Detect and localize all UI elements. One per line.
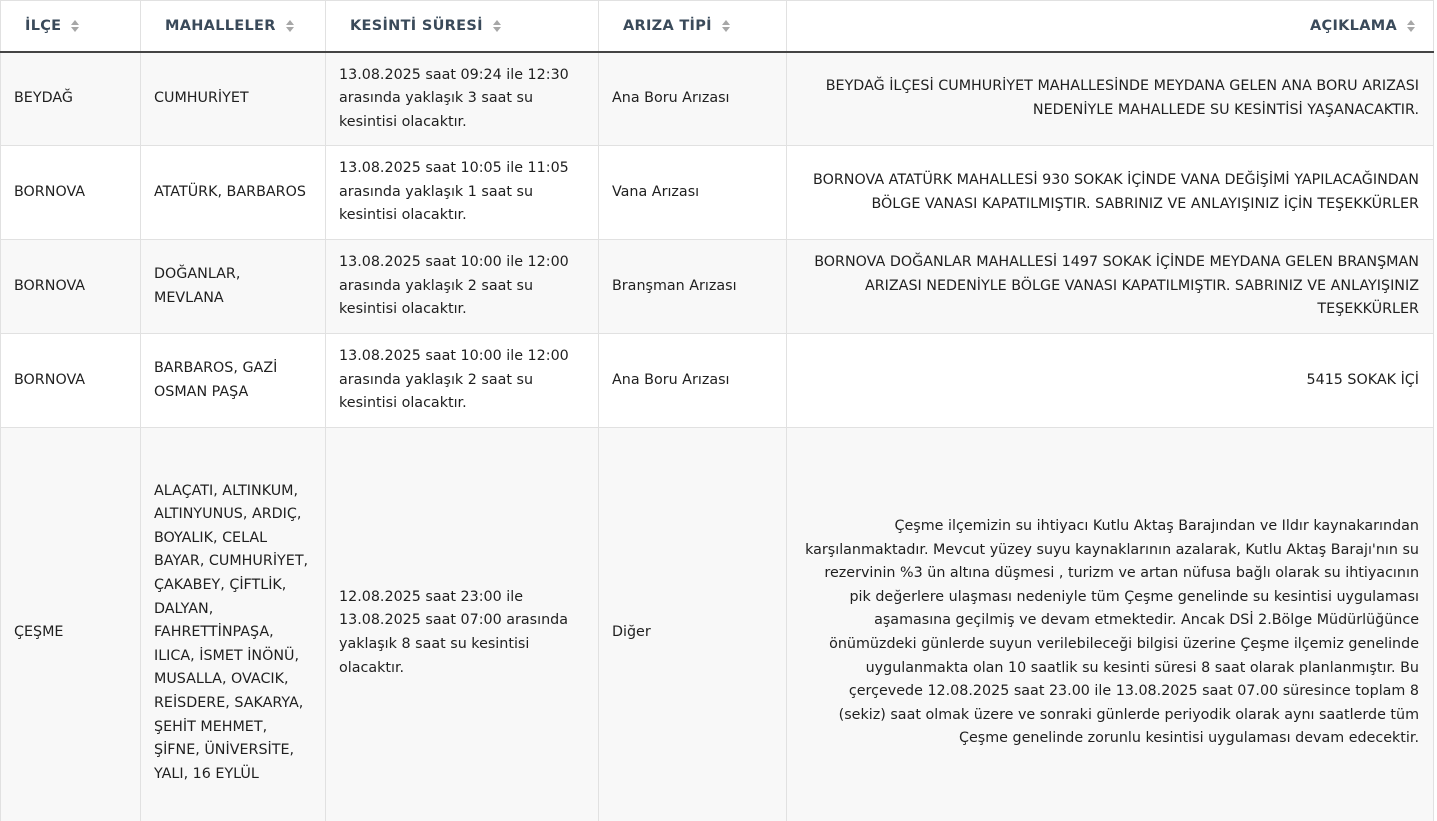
cell-mahalleler: DOĞANLAR, MEVLANA (141, 240, 326, 334)
cell-mahalleler: ATATÜRK, BARBAROS (141, 146, 326, 240)
column-header-kesinti-suresi[interactable] (326, 1, 599, 53)
table-row (1, 52, 1434, 146)
cell-kesinti-suresi: 13.08.2025 saat 10:05 ile 11:05 arasında yaklaşık 1 saat su kesintisi olacaktır. (326, 146, 599, 240)
cell-ilce: BORNOVA (1, 240, 141, 334)
cell-kesinti-suresi: 13.08.2025 saat 10:00 ile 12:00 arasında yaklaşık 2 saat su kesintisi olacaktır. (326, 334, 599, 428)
cell-kesinti-suresi: 13.08.2025 saat 10:00 ile 12:00 arasında yaklaşık 2 saat su kesintisi olacaktır. (326, 240, 599, 334)
cell-ilce: BORNOVA (1, 146, 141, 240)
column-header-aciklama[interactable] (787, 1, 1434, 53)
cell-aciklama: BEYDAĞ İLÇESİ CUMHURİYET MAHALLESİNDE MEYDANA GELEN ANA BORU ARIZASI NEDENİYLE MAHALLEDE SU KESİNTİSİ YAŞANACAKTIR. (787, 52, 1434, 146)
cell-mahalleler: ALAÇATI, ALTINKUM, ALTINYUNUS, ARDIÇ, BOYALIK, CELAL BAYAR, CUMHURİYET, ÇAKABEY, ÇİFTLİK, DALYAN, FAHRETTİNPAŞA, ILICA, İSMET İNÖNÜ, MUSALLA, OVACIK, REİSDERE, SAKARYA, ŞEHİT MEHMET, ŞİFNE, ÜNİVERSİTE, YALI, 16 EYLÜL (141, 428, 326, 821)
cell-mahalleler: BARBAROS, GAZİ OSMAN PAŞA (141, 334, 326, 428)
cell-ilce: BORNOVA (1, 334, 141, 428)
cell-ariza-tipi: Ana Boru Arızası (599, 52, 787, 146)
cell-ariza-tipi: Vana Arızası (599, 146, 787, 240)
cell-kesinti-suresi: 13.08.2025 saat 09:24 ile 12:30 arasında yaklaşık 3 saat su kesintisi olacaktır. (326, 52, 599, 146)
column-header-ilce-label: İLÇE (25, 18, 62, 34)
cell-ilce: ÇEŞME (1, 428, 141, 821)
cell-kesinti-suresi: 12.08.2025 saat 23:00 ile 13.08.2025 saat 07:00 arasında yaklaşık 8 saat su kesintisi olacaktır. (326, 428, 599, 821)
cell-aciklama: 5415 SOKAK İÇİ (787, 334, 1434, 428)
table-header (1, 1, 1434, 53)
table-row (1, 146, 1434, 240)
header-row (1, 1, 1434, 53)
cell-ilce: BEYDAĞ (1, 52, 141, 146)
cell-aciklama: BORNOVA ATATÜRK MAHALLESİ 930 SOKAK İÇİNDE VANA DEĞİŞİMİ YAPILACAĞINDAN BÖLGE VANASI KAPATILMIŞTIR. SABRINIZ VE ANLAYIŞINIZ İÇİN TEŞEKKÜRLER (787, 146, 1434, 240)
cell-aciklama: BORNOVA DOĞANLAR MAHALLESİ 1497 SOKAK İÇİNDE MEYDANA GELEN BRANŞMAN ARIZASI NEDENİYLE BÖLGE VANASI KAPATILMIŞTIR. SABRINIZ VE ANLAYIŞINIZ TEŞEKKÜRLER (787, 240, 1434, 334)
sort-icon[interactable] (722, 20, 730, 32)
table-body (1, 52, 1434, 821)
cell-ariza-tipi: Diğer (599, 428, 787, 821)
sort-icon[interactable] (286, 20, 294, 32)
cell-ariza-tipi: Ana Boru Arızası (599, 334, 787, 428)
column-header-ariza-tipi-label: ARIZA TİPİ (623, 18, 712, 34)
sort-icon[interactable] (493, 20, 501, 32)
table-row (1, 240, 1434, 334)
table-row (1, 334, 1434, 428)
column-header-aciklama-label: AÇIKLAMA (1309, 18, 1397, 34)
column-header-kesinti-suresi-label: KESİNTİ SÜRESİ (350, 18, 483, 34)
table-row (1, 428, 1434, 821)
cell-ariza-tipi: Branşman Arızası (599, 240, 787, 334)
column-header-mahalleler-label: MAHALLELER (165, 18, 276, 34)
sort-icon[interactable] (1407, 20, 1415, 32)
column-header-ariza-tipi[interactable] (599, 1, 787, 53)
cell-mahalleler: CUMHURİYET (141, 52, 326, 146)
column-header-mahalleler[interactable] (141, 1, 326, 53)
sort-icon[interactable] (71, 20, 79, 32)
column-header-ilce[interactable] (1, 1, 141, 53)
cell-aciklama: Çeşme ilçemizin su ihtiyacı Kutlu Aktaş Barajından ve Ildır kaynakarından karşılanmaktadır. Mevcut yüzey suyu kaynaklarının azalarak, Kutlu Aktaş Barajı'nın su rezervinin %3 ün altına düşmesi , turizm ve artan nüfusa bağlı olarak su ihtiyacının pik değerlere ulaşması nedeniyle tüm Çeşme genelinde su kesintisi uygulaması aşamasına geçilmiş ve devam etmektedir. Ancak DSİ 2.Bölge Müdürlüğünce önümüzdeki günlerde suyun verilebileceği bilgisi üzerine Çeşme ilçemiz genelinde uygulanmakta olan 10 saatlik su kesinti süresi 8 saat olarak planlanmıştır. Bu çerçevede 12.08.2025 saat 23.00 ile 13.08.2025 saat 07.00 süresince toplam 8 (sekiz) saat olmak üzere ve sonraki günlerde periyodik olarak aynı saatlerde tüm Çeşme genelinde zorunlu kesintisi uygulaması devam edecektir. (787, 428, 1434, 821)
